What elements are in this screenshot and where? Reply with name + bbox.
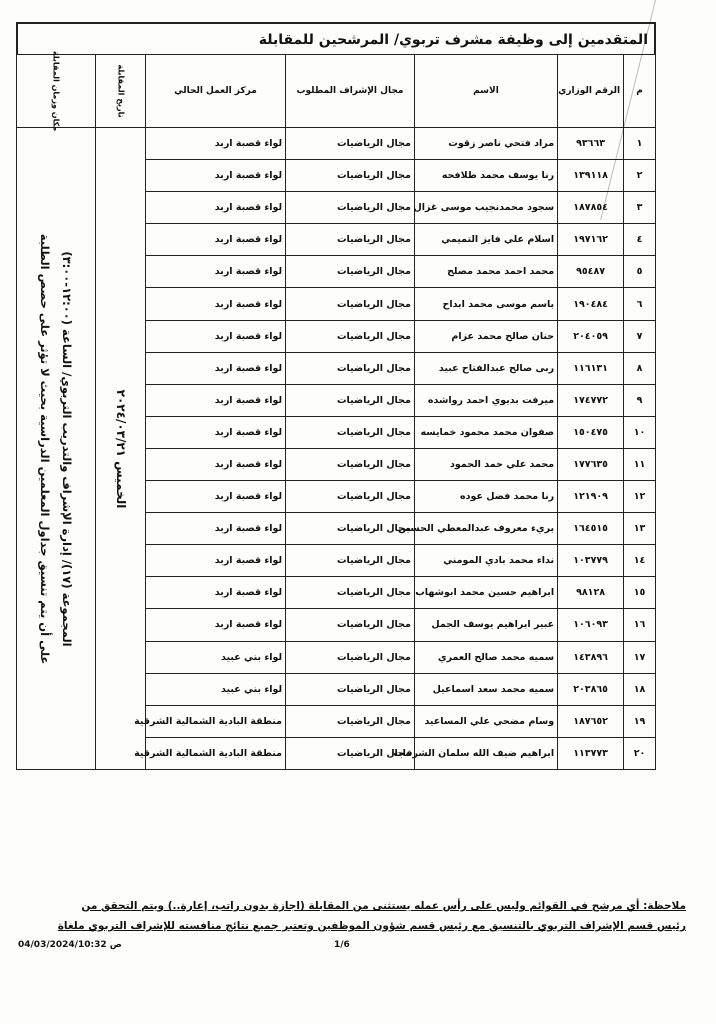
row-field: مجال الرياضيات	[286, 416, 415, 448]
row-field: مجال الرياضيات	[286, 288, 415, 320]
row-id: ١٨٧٦٥٢	[558, 705, 624, 737]
row-field: مجال الرياضيات	[286, 609, 415, 641]
row-name: حنان صالح محمد عزام	[414, 320, 557, 352]
header-date	[96, 55, 145, 128]
table-row	[17, 128, 656, 160]
row-id: ١٣٩١١٨	[558, 160, 624, 192]
row-no: ١٢	[624, 481, 656, 513]
footnote-line-2: رئيس قسم الإشراف التربوي بالتنسيق مع رئيس قسم شؤون الموظفين وتعتبر جميع نتائج منافسته للإشراف التربوي ملغاة	[57, 920, 686, 932]
row-field: مجال الرياضيات	[286, 256, 415, 288]
row-id: ١١٦١٣١	[558, 352, 624, 384]
header-date-label: تاريخ المقابلة	[116, 64, 126, 118]
header-field: مجال الإشراف المطلوب	[286, 55, 415, 128]
row-no: ٤	[624, 224, 656, 256]
row-center: منطقة البادية الشمالية الشرقية	[145, 705, 285, 737]
row-no: ١٧	[624, 641, 656, 673]
row-id: ١٧٧٦٣٥	[558, 448, 624, 480]
row-name: رنا يوسف محمد طلافحه	[414, 160, 557, 192]
row-center: منطقة البادية الشمالية الشرقية	[145, 737, 285, 769]
row-field: مجال الرياضيات	[286, 448, 415, 480]
row-no: ١٨	[624, 673, 656, 705]
header-name: الاسم	[414, 55, 557, 128]
row-name: سجود محمدنجيب موسى غزال	[414, 192, 557, 224]
row-no: ٣	[624, 192, 656, 224]
row-no: ١٦	[624, 609, 656, 641]
row-no: ٦	[624, 288, 656, 320]
row-field: مجال الرياضيات	[286, 481, 415, 513]
row-id: ١٩٧١٦٢	[558, 224, 624, 256]
row-center: لواء قصبة اربد	[145, 160, 285, 192]
page-number: 1/6	[334, 940, 350, 950]
row-name: صفوان محمد محمود خمايسه	[414, 416, 557, 448]
interview-date: الخميس ٢٠٢٤/٠٣/٢١	[113, 389, 128, 508]
row-center: لواء قصبة اربد	[145, 545, 285, 577]
interview-place-cell	[17, 128, 96, 770]
row-field: مجال الرياضيات	[286, 641, 415, 673]
row-id: ١١٣٧٧٣	[558, 737, 624, 769]
page-title: المتقدمين إلى وظيفة مشرف تربوي/ المرشحين للمقابلة	[16, 22, 656, 54]
row-name: ابراهيم حسين محمد ابوشهاب	[414, 577, 557, 609]
row-name: محمد علي حمد الحمود	[414, 448, 557, 480]
row-field: مجال الرياضيات	[286, 160, 415, 192]
print-timestamp: 04/03/2024/10:32 ص	[18, 940, 122, 950]
row-center: لواء قصبة اربد	[145, 448, 285, 480]
footnote-line-1: ملاحظة: أي مرشح في القوائم وليس على رأس عمله يستثنى من المقابلة (اجازة بدون راتب، إعارة..) ويتم التحقق من	[81, 900, 686, 912]
row-center: لواء قصبة اربد	[145, 384, 285, 416]
row-no: ٥	[624, 256, 656, 288]
row-name: ميرفت بديوي احمد رواشده	[414, 384, 557, 416]
row-center: لواء قصبة اربد	[145, 416, 285, 448]
row-center: لواء قصبة اربد	[145, 192, 285, 224]
row-name: وسام مضحي علي المساعيد	[414, 705, 557, 737]
row-id: ١٥٠٤٧٥	[558, 416, 624, 448]
row-field: مجال الرياضيات	[286, 192, 415, 224]
row-no: ٢٠	[624, 737, 656, 769]
row-name: ربى صالح عبدالفتاح عبيد	[414, 352, 557, 384]
row-no: ١١	[624, 448, 656, 480]
row-field: مجال الرياضيات	[286, 320, 415, 352]
header-no: م	[624, 55, 656, 128]
header-center: مركز العمل الحالي	[145, 55, 285, 128]
row-name: رنا محمد فضل عوده	[414, 481, 557, 513]
row-no: ١	[624, 128, 656, 160]
row-id: ٩٥٤٨٧	[558, 256, 624, 288]
row-center: لواء قصبة اربد	[145, 256, 285, 288]
row-name: محمد احمد محمد مصلح	[414, 256, 557, 288]
row-center: لواء قصبة اربد	[145, 609, 285, 641]
row-center: لواء قصبة اربد	[145, 288, 285, 320]
row-field: مجال الرياضيات	[286, 545, 415, 577]
row-name: باسم موسى محمد ابداح	[414, 288, 557, 320]
interview-place-line-1: المجموعة (١٧)/ إدارة الإشراف والتدريب التربوي/ الساعة (١٢:٠٠-٣:٠٠)	[60, 250, 75, 647]
row-id: ١٢١٩٠٩	[558, 481, 624, 513]
header-place	[17, 50, 96, 132]
row-field: مجال الرياضيات	[286, 352, 415, 384]
row-field: مجال الرياضيات	[286, 737, 415, 769]
row-name: مراد فتحي ناصر زقوت	[414, 128, 557, 160]
row-center: لواء قصبة اربد	[145, 513, 285, 545]
row-name: اسلام علي فايز التميمي	[414, 224, 557, 256]
row-id: ١٦٤٥١٥	[558, 513, 624, 545]
row-center: لواء قصبة اربد	[145, 224, 285, 256]
row-field: مجال الرياضيات	[286, 384, 415, 416]
row-center: لواء قصبة اربد	[145, 481, 285, 513]
row-name: سميه محمد سعد اسماعيل	[414, 673, 557, 705]
row-name: عبير ابراهيم يوسف الجمل	[414, 609, 557, 641]
row-center: لواء قصبة اربد	[145, 128, 285, 160]
row-no: ١٤	[624, 545, 656, 577]
row-id: ١٠٦٠٩٣	[558, 609, 624, 641]
row-id: ١٧٤٧٧٢	[558, 384, 624, 416]
row-name: بريء معروف عبدالمعطي الحسين	[414, 513, 557, 545]
row-center: لواء بني عبيد	[145, 673, 285, 705]
footnote	[16, 896, 686, 936]
row-field: مجال الرياضيات	[286, 705, 415, 737]
row-no: ٢	[624, 160, 656, 192]
row-name: نداء محمد بادي المومني	[414, 545, 557, 577]
header-place-label: مكان وزمان المقابلة	[51, 50, 61, 132]
row-field: مجال الرياضيات	[286, 128, 415, 160]
row-name: سميه محمد صالح العمري	[414, 641, 557, 673]
row-id: ١٠٣٧٧٩	[558, 545, 624, 577]
candidates-table	[16, 50, 656, 770]
row-field: مجال الرياضيات	[286, 224, 415, 256]
table-header-row	[17, 55, 656, 128]
interview-place-line-2: على أن يتم تنسيق جداول المعلمين الدراسية بحيث لا تؤثر على حصص الطلبة	[38, 233, 53, 664]
row-center: لواء بني عبيد	[145, 641, 285, 673]
row-name: ابراهيم ضيف الله سلمان الشرفات	[414, 737, 557, 769]
row-id: ٢٠٤٠٥٩	[558, 320, 624, 352]
row-no: ٩	[624, 384, 656, 416]
row-center: لواء قصبة اربد	[145, 352, 285, 384]
row-id: ٩٣٦٦٣	[558, 128, 624, 160]
row-id: ٩٨١٢٨	[558, 577, 624, 609]
row-id: ١٨٧٨٥٤	[558, 192, 624, 224]
interview-date-cell	[96, 128, 145, 770]
row-id: ٢٠٣٨٦٥	[558, 673, 624, 705]
row-no: ١٥	[624, 577, 656, 609]
row-no: ١٣	[624, 513, 656, 545]
row-id: ١٤٣٨٩٦	[558, 641, 624, 673]
row-no: ٨	[624, 352, 656, 384]
row-no: ١٠	[624, 416, 656, 448]
row-field: مجال الرياضيات	[286, 673, 415, 705]
row-no: ١٩	[624, 705, 656, 737]
row-field: مجال الرياضيات	[286, 577, 415, 609]
header-id: الرقم الوزاري	[558, 55, 624, 128]
row-field: مجال الرياضيات	[286, 513, 415, 545]
row-center: لواء قصبة اربد	[145, 577, 285, 609]
row-center: لواء قصبة اربد	[145, 320, 285, 352]
interview-place	[34, 233, 78, 664]
row-no: ٧	[624, 320, 656, 352]
row-id: ١٩٠٤٨٤	[558, 288, 624, 320]
